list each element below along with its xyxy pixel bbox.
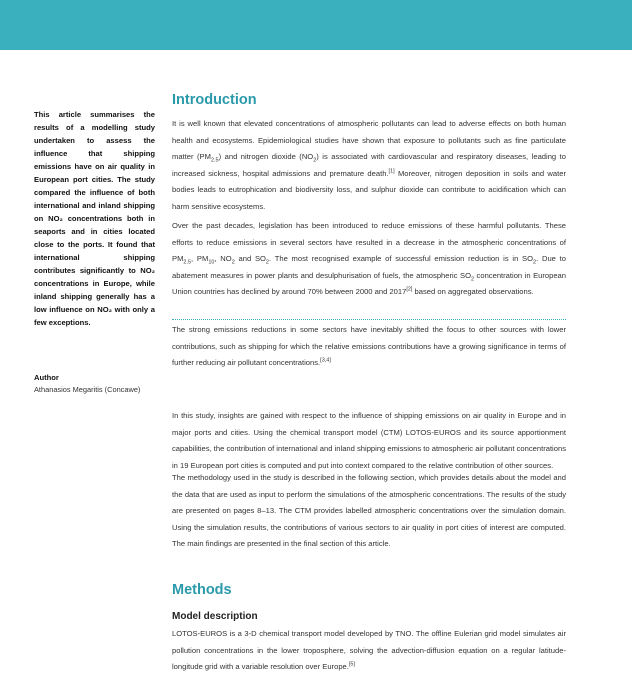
intro-paragraph-3: The strong emissions reductions in some sectors have inevitably shifted the focus to other sources with lower contributions, such as shipping for which the relative emissions contributions have a growing significance in terms of further reducing air pollutant concentrations.[3,4]: [172, 325, 566, 368]
author-block: [34, 372, 164, 396]
reference-5: [5]: [348, 661, 355, 668]
reference-3-4: [3,4]: [320, 357, 331, 364]
intro-paragraph-5: The methodology used in the study is described in the following section, which provides details about the model and the data that are used as input to perform the simulations of the atmospheric concentrations. The results of the study are presented on pages 8–13. The CTM provides labelled atmospheric concentrations over the simulation domain. Using the simulation results, the contributions of various sectors to air quality in port cities of interest are computed. The main findings are presented in the final section of this article.: [172, 473, 566, 549]
top-accent-bar: [0, 0, 632, 50]
section-divider: [172, 319, 566, 320]
reference-2: [2]: [406, 286, 413, 293]
methods-heading: Methods: [172, 582, 232, 598]
methods-paragraph-1: LOTOS-EUROS is a 3-D chemical transport model developed by TNO. The offline Eulerian grid model simulates air pollution concentrations in the lower troposphere, solving the advection-diffusion equation on a regular latitude-longitude grid with a variable resolution over Europe.[5]: [172, 629, 566, 672]
author-name: Athanasios Megaritis (Concawe): [34, 385, 141, 394]
model-description-subheading: Model description: [172, 611, 258, 622]
intro-paragraph-4: In this study, insights are gained with respect to the influence of shipping emissions on air quality in Europe and in major ports and cities. Using the chemical transport model (CTM) LOTOS-EUROS and its source apportionment capabilities, the contribution of international and inland shipping emissions to atmospheric air pollutant concentrations in 19 European port cities is computed and put into context compared to the relative contribution of other sources.: [172, 411, 566, 470]
introduction-heading: Introduction: [172, 92, 257, 108]
intro-paragraph-1: It is well known that elevated concentrations of atmospheric pollutants can lead to adverse effects on both human health and ecosystems. Epidemiological studies have shown that exposure to pollutants such as fine particulate matter $(PM_{2.5})$ and nitrogen dioxide $(NO_2)$ is associated with cardiovascular and respiratory diseases, leading to increased sickness, hospital admissions and premature death.[1] Moreover, nitrogen deposition in soils and water bodies leads to eutrophication and biodiversity loss, and sulphur dioxide can contribute to acidification which can harm sensitive ecosystems.: [172, 119, 566, 211]
reference-1: [1]: [388, 168, 395, 175]
author-label: Author: [34, 373, 59, 382]
intro-paragraph-2: Over the past decades, legislation has been introduced to reduce emissions of these harmful pollutants. These efforts to reduce emissions in several sectors have resulted in a decrease in the atmospheric concentrations of $PM_{2.5}$, $PM_{10}$, $NO_2$ and $SO_2$. The most recognised example of successful emission reduction is in $SO_2$. Due to abatement measures in power plants and desulphurisation of fuels, the atmospheric $SO_2$ concentration in European Union countries has declined by around 70% between 2000 and 2017[2] based on aggregated observations.: [172, 221, 566, 297]
article-summary: This article summarises the results of a modelling study undertaken to assess the influence that shipping emissions have on air quality in European port cities. The study compared the influence of both international and inland shipping on NO₂ concentrations both in seaports and in cities located close to the ports. It found that international shipping contributes significantly to NO₂ concentrations in Europe, while inland shipping generally has a low influence on NO₂ with only a few exceptions.: [34, 110, 155, 327]
